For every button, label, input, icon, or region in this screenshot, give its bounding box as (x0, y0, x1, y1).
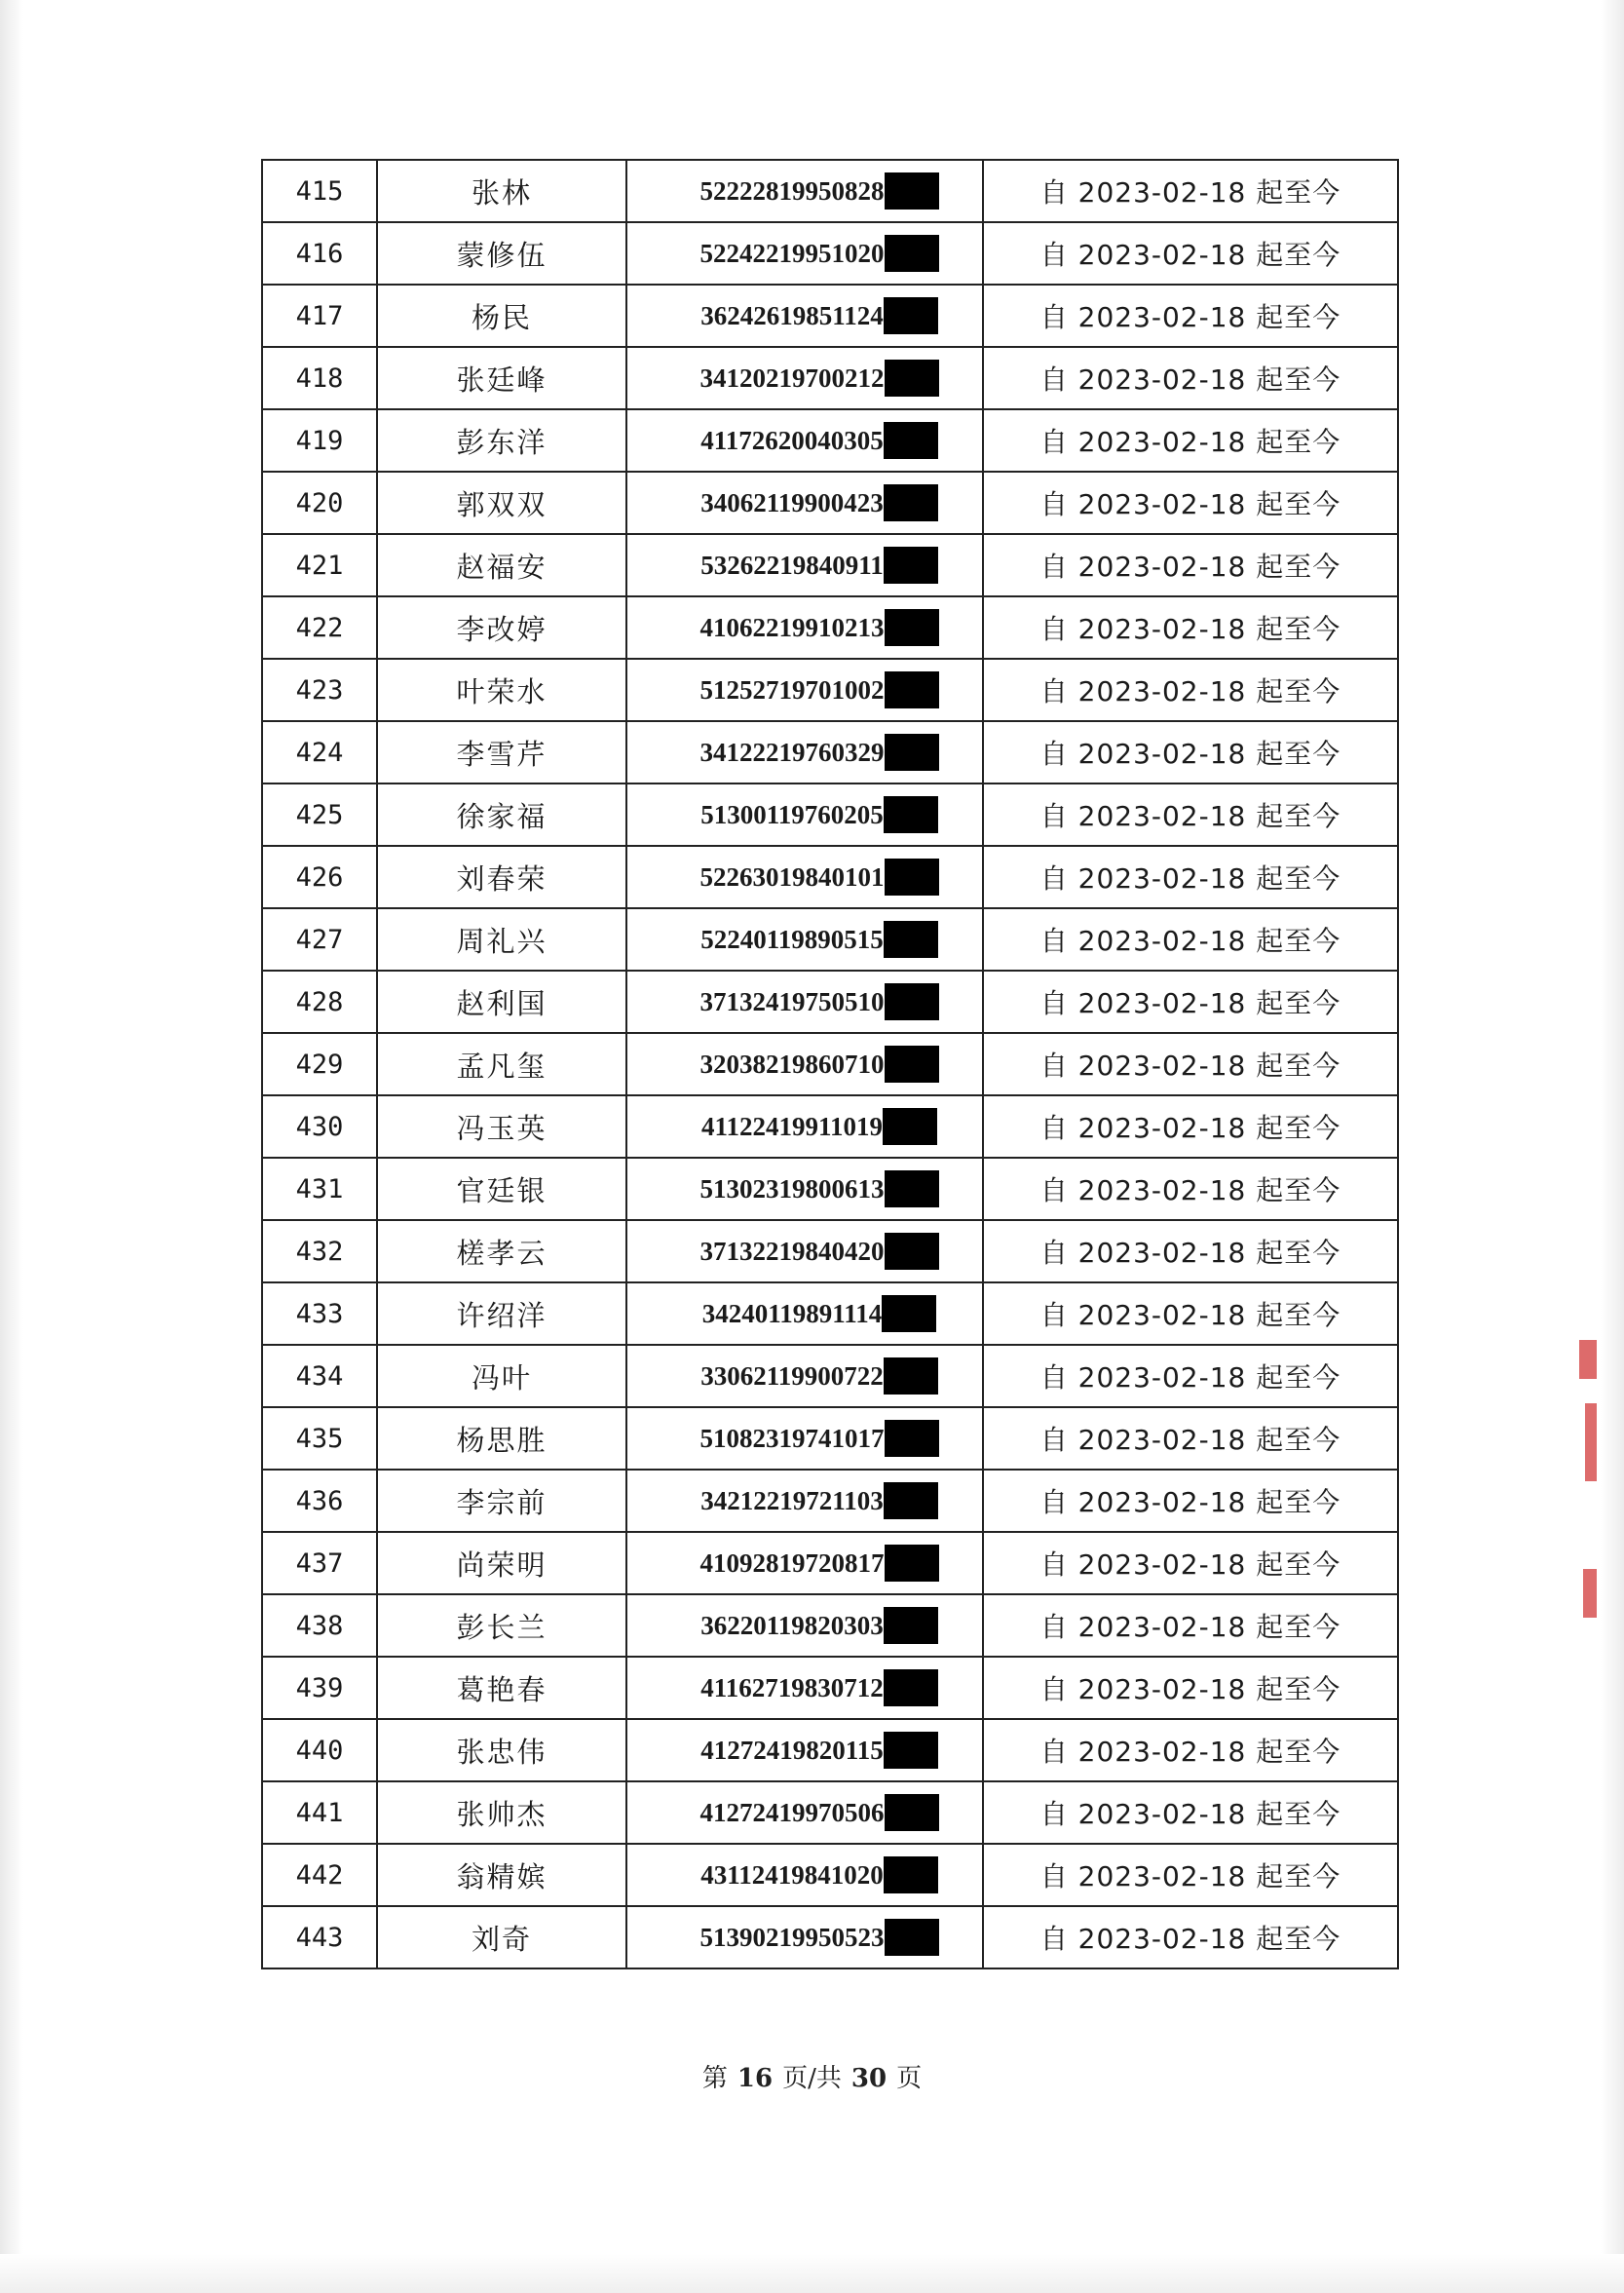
effective-period: 自 2023-02-18 起至今 (983, 846, 1398, 908)
id-number-partial: 34122219760329 (699, 737, 885, 767)
row-number: 425 (262, 783, 377, 846)
id-number-cell (626, 1033, 983, 1095)
row-number: 423 (262, 659, 377, 721)
id-number-cell (626, 1844, 983, 1906)
effective-period: 自 2023-02-18 起至今 (983, 1594, 1398, 1657)
id-number-wrap (700, 1357, 938, 1395)
redaction-block (884, 796, 938, 833)
redaction-block (885, 172, 939, 210)
table-row (262, 1719, 1398, 1781)
effective-period: 自 2023-02-18 起至今 (983, 472, 1398, 534)
id-number-cell (626, 1158, 983, 1220)
row-number: 428 (262, 971, 377, 1033)
id-number-wrap (700, 360, 939, 397)
id-number-wrap (700, 1669, 938, 1706)
id-number-cell (626, 1657, 983, 1719)
redaction-block (883, 1108, 937, 1145)
person-name: 叶荣水 (377, 659, 626, 721)
person-name: 张忠伟 (377, 1719, 626, 1781)
page-footer (0, 2058, 1624, 2094)
effective-period: 自 2023-02-18 起至今 (983, 1095, 1398, 1158)
person-name: 孟凡玺 (377, 1033, 626, 1095)
effective-period: 自 2023-02-18 起至今 (983, 1158, 1398, 1220)
effective-period: 自 2023-02-18 起至今 (983, 1719, 1398, 1781)
personnel-table (261, 159, 1399, 1969)
row-number: 417 (262, 285, 377, 347)
id-number-partial: 52242219951020 (699, 238, 885, 268)
id-number-partial: 51302319800613 (699, 1173, 885, 1204)
table-row (262, 1095, 1398, 1158)
id-number-cell (626, 1220, 983, 1282)
redaction-block (885, 1794, 939, 1831)
effective-period: 自 2023-02-18 起至今 (983, 409, 1398, 472)
effective-period: 自 2023-02-18 起至今 (983, 285, 1398, 347)
table-row (262, 1345, 1398, 1407)
row-number: 419 (262, 409, 377, 472)
id-number-wrap (700, 172, 939, 210)
table-row (262, 596, 1398, 659)
redaction-block (885, 1046, 939, 1083)
person-name: 周礼兴 (377, 908, 626, 971)
id-number-wrap (700, 1046, 939, 1083)
id-number-cell (626, 1532, 983, 1594)
person-name: 尚荣明 (377, 1532, 626, 1594)
person-name: 杨民 (377, 285, 626, 347)
row-number: 441 (262, 1781, 377, 1844)
person-name: 冯叶 (377, 1345, 626, 1407)
effective-period: 自 2023-02-18 起至今 (983, 908, 1398, 971)
id-number-cell (626, 971, 983, 1033)
effective-period: 自 2023-02-18 起至今 (983, 222, 1398, 285)
person-name: 葛艳春 (377, 1657, 626, 1719)
person-name: 赵福安 (377, 534, 626, 596)
table-row (262, 846, 1398, 908)
table-row (262, 534, 1398, 596)
id-number-wrap (700, 796, 938, 833)
id-number-partial: 51390219950523 (699, 1922, 885, 1952)
red-stamp-edge-mark (1583, 1569, 1597, 1618)
id-number-cell (626, 409, 983, 472)
id-number-wrap (700, 1607, 938, 1644)
row-number: 416 (262, 222, 377, 285)
effective-period: 自 2023-02-18 起至今 (983, 1532, 1398, 1594)
table-row (262, 1220, 1398, 1282)
effective-period: 自 2023-02-18 起至今 (983, 1345, 1398, 1407)
effective-period: 自 2023-02-18 起至今 (983, 1282, 1398, 1345)
table-row (262, 971, 1398, 1033)
table-row (262, 1532, 1398, 1594)
effective-period: 自 2023-02-18 起至今 (983, 971, 1398, 1033)
redaction-block (884, 1357, 938, 1395)
person-name: 徐家福 (377, 783, 626, 846)
id-number-cell (626, 596, 983, 659)
id-number-partial: 52240119890515 (700, 924, 884, 954)
redaction-block (885, 1420, 939, 1457)
id-number-wrap (700, 297, 938, 334)
person-name: 刘春荣 (377, 846, 626, 908)
row-number: 420 (262, 472, 377, 534)
person-name: 郭双双 (377, 472, 626, 534)
id-number-partial: 36242619851124 (700, 300, 884, 330)
row-number: 415 (262, 160, 377, 222)
footer-middle: 页/共 (782, 2064, 842, 2093)
id-number-wrap (700, 547, 938, 584)
row-number: 430 (262, 1095, 377, 1158)
id-number-cell (626, 285, 983, 347)
redaction-block (885, 360, 939, 397)
redaction-block (885, 1545, 939, 1582)
id-number-partial: 34212219721103 (700, 1485, 884, 1515)
effective-period: 自 2023-02-18 起至今 (983, 160, 1398, 222)
id-number-partial: 51082319741017 (699, 1423, 885, 1453)
id-number-partial: 34062119900423 (700, 487, 884, 517)
redaction-block (884, 1607, 938, 1644)
effective-period: 自 2023-02-18 起至今 (983, 1407, 1398, 1470)
row-number: 439 (262, 1657, 377, 1719)
id-number-wrap (700, 921, 938, 958)
red-stamp-edge-mark (1579, 1340, 1597, 1379)
table-row (262, 1844, 1398, 1906)
redaction-block (885, 235, 939, 272)
scan-edge-bottom (0, 2254, 1624, 2293)
redaction-block (884, 1669, 938, 1706)
id-number-wrap (700, 484, 938, 521)
scan-edge-right (1601, 0, 1624, 2293)
effective-period: 自 2023-02-18 起至今 (983, 1906, 1398, 1968)
id-number-wrap (700, 1482, 938, 1519)
row-number: 436 (262, 1470, 377, 1532)
row-number: 442 (262, 1844, 377, 1906)
person-name: 彭东洋 (377, 409, 626, 472)
id-number-partial: 37132419750510 (699, 986, 885, 1016)
row-number: 431 (262, 1158, 377, 1220)
effective-period: 自 2023-02-18 起至今 (983, 534, 1398, 596)
id-number-wrap (702, 1295, 937, 1332)
id-number-partial: 36220119820303 (700, 1610, 884, 1640)
person-name: 李改婷 (377, 596, 626, 659)
effective-period: 自 2023-02-18 起至今 (983, 1470, 1398, 1532)
id-number-partial: 51300119760205 (700, 799, 884, 829)
id-number-partial: 41172620040305 (700, 425, 884, 455)
redaction-block (885, 983, 939, 1020)
id-number-wrap (700, 1794, 939, 1831)
id-number-cell (626, 721, 983, 783)
id-number-cell (626, 1470, 983, 1532)
row-number: 438 (262, 1594, 377, 1657)
id-number-cell (626, 1345, 983, 1407)
id-number-cell (626, 534, 983, 596)
person-name: 李雪芹 (377, 721, 626, 783)
id-number-partial: 41092819720817 (699, 1548, 885, 1578)
id-number-partial: 32038219860710 (699, 1049, 885, 1079)
person-name: 彭长兰 (377, 1594, 626, 1657)
table-row (262, 1407, 1398, 1470)
id-number-wrap (700, 1732, 938, 1769)
id-number-wrap (700, 983, 939, 1020)
table-row (262, 1781, 1398, 1844)
effective-period: 自 2023-02-18 起至今 (983, 659, 1398, 721)
row-number: 437 (262, 1532, 377, 1594)
id-number-partial: 41162719830712 (700, 1672, 884, 1702)
redaction-block (884, 422, 938, 459)
person-name: 张帅杰 (377, 1781, 626, 1844)
id-number-wrap (700, 1545, 939, 1582)
person-name: 官廷银 (377, 1158, 626, 1220)
redaction-block (884, 547, 938, 584)
id-number-partial: 37132219840420 (699, 1236, 885, 1266)
personnel-table-body (262, 160, 1398, 1968)
redaction-block (885, 859, 939, 896)
redaction-block (884, 484, 938, 521)
table-row (262, 1594, 1398, 1657)
row-number: 434 (262, 1345, 377, 1407)
person-name: 赵利国 (377, 971, 626, 1033)
person-name: 李宗前 (377, 1470, 626, 1532)
id-number-wrap (700, 609, 939, 646)
redaction-block (885, 734, 939, 771)
id-number-cell (626, 222, 983, 285)
id-number-partial: 41272419970506 (699, 1797, 885, 1827)
table-row (262, 347, 1398, 409)
effective-period: 自 2023-02-18 起至今 (983, 783, 1398, 846)
table-row (262, 1282, 1398, 1345)
scan-edge-left (0, 0, 23, 2293)
id-number-cell (626, 908, 983, 971)
red-stamp-edge-mark (1585, 1403, 1597, 1481)
row-number: 422 (262, 596, 377, 659)
id-number-cell (626, 659, 983, 721)
id-number-cell (626, 1407, 983, 1470)
id-number-partial: 33062119900722 (700, 1360, 884, 1391)
id-number-wrap (700, 1919, 939, 1956)
id-number-partial: 41122419911019 (700, 1111, 884, 1141)
row-number: 433 (262, 1282, 377, 1345)
table-row (262, 472, 1398, 534)
effective-period: 自 2023-02-18 起至今 (983, 1781, 1398, 1844)
table-row (262, 1158, 1398, 1220)
row-number: 440 (262, 1719, 377, 1781)
id-number-wrap (700, 1233, 939, 1270)
id-number-partial: 34240119891114 (701, 1298, 883, 1328)
redaction-block (884, 1856, 938, 1893)
id-number-wrap (700, 1420, 939, 1457)
row-number: 443 (262, 1906, 377, 1968)
person-name: 槎孝云 (377, 1220, 626, 1282)
table-row (262, 409, 1398, 472)
id-number-partial: 52222819950828 (699, 175, 885, 206)
redaction-block (882, 1295, 936, 1332)
table-row (262, 1470, 1398, 1532)
effective-period: 自 2023-02-18 起至今 (983, 1220, 1398, 1282)
table-row (262, 1033, 1398, 1095)
effective-period: 自 2023-02-18 起至今 (983, 596, 1398, 659)
id-number-partial: 43112419841020 (700, 1859, 884, 1890)
redaction-block (885, 1170, 939, 1207)
id-number-wrap (700, 235, 939, 272)
row-number: 435 (262, 1407, 377, 1470)
person-name: 许绍洋 (377, 1282, 626, 1345)
id-number-partial: 53262219840911 (700, 550, 884, 580)
id-number-wrap (700, 734, 939, 771)
table-row (262, 659, 1398, 721)
id-number-cell (626, 160, 983, 222)
id-number-cell (626, 1906, 983, 1968)
redaction-block (885, 1233, 939, 1270)
redaction-block (884, 297, 938, 334)
row-number: 424 (262, 721, 377, 783)
row-number: 429 (262, 1033, 377, 1095)
redaction-block (884, 921, 938, 958)
id-number-partial: 41272419820115 (700, 1735, 884, 1765)
table-row (262, 222, 1398, 285)
id-number-cell (626, 783, 983, 846)
id-number-partial: 41062219910213 (699, 612, 885, 642)
table-row (262, 721, 1398, 783)
redaction-block (885, 609, 939, 646)
person-name: 翁精嫔 (377, 1844, 626, 1906)
row-number: 432 (262, 1220, 377, 1282)
id-number-cell (626, 472, 983, 534)
effective-period: 自 2023-02-18 起至今 (983, 1657, 1398, 1719)
id-number-partial: 51252719701002 (699, 674, 885, 705)
effective-period: 自 2023-02-18 起至今 (983, 1033, 1398, 1095)
id-number-wrap (701, 1108, 937, 1145)
table-row (262, 908, 1398, 971)
redaction-block (884, 1482, 938, 1519)
id-number-cell (626, 347, 983, 409)
row-number: 426 (262, 846, 377, 908)
id-number-wrap (700, 422, 938, 459)
table-row (262, 160, 1398, 222)
id-number-wrap (700, 1856, 938, 1893)
personnel-table-container (261, 159, 1397, 1969)
table-row (262, 1906, 1398, 1968)
table-row (262, 1657, 1398, 1719)
row-number: 427 (262, 908, 377, 971)
id-number-cell (626, 1282, 983, 1345)
redaction-block (885, 671, 939, 708)
effective-period: 自 2023-02-18 起至今 (983, 721, 1398, 783)
person-name: 杨思胜 (377, 1407, 626, 1470)
id-number-partial: 34120219700212 (699, 363, 885, 393)
table-row (262, 285, 1398, 347)
id-number-cell (626, 846, 983, 908)
effective-period: 自 2023-02-18 起至今 (983, 347, 1398, 409)
footer-total-pages: 30 (850, 2064, 888, 2093)
person-name: 张林 (377, 160, 626, 222)
id-number-partial: 52263019840101 (699, 861, 885, 892)
row-number: 421 (262, 534, 377, 596)
id-number-cell (626, 1095, 983, 1158)
id-number-cell (626, 1594, 983, 1657)
person-name: 冯玉英 (377, 1095, 626, 1158)
row-number: 418 (262, 347, 377, 409)
footer-current-page: 16 (736, 2064, 774, 2093)
table-row (262, 783, 1398, 846)
id-number-cell (626, 1781, 983, 1844)
person-name: 张廷峰 (377, 347, 626, 409)
footer-suffix: 页 (896, 2064, 923, 2093)
id-number-wrap (700, 1170, 939, 1207)
id-number-cell (626, 1719, 983, 1781)
id-number-wrap (700, 671, 939, 708)
redaction-block (884, 1732, 938, 1769)
redaction-block (885, 1919, 939, 1956)
person-name: 刘奇 (377, 1906, 626, 1968)
footer-prefix: 第 (701, 2064, 728, 2093)
effective-period: 自 2023-02-18 起至今 (983, 1844, 1398, 1906)
person-name: 蒙修伍 (377, 222, 626, 285)
id-number-wrap (700, 859, 939, 896)
